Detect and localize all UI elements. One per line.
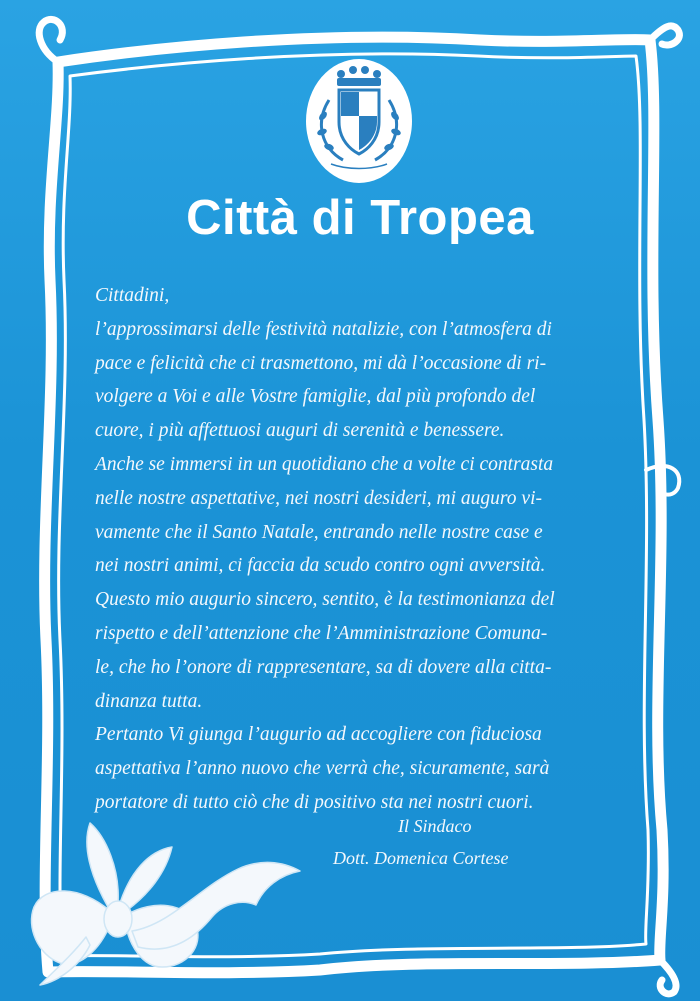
letter-line: portatore di tutto ciò che di positivo sta nei nostri cuori. [95, 791, 534, 813]
letter-line: Cittadini, [95, 285, 170, 306]
coat-of-arms-icon [303, 56, 415, 186]
signature-name: Dott. Domenica Cortese [333, 848, 509, 868]
letter-line: vamente che il Santo Natale, entrando nelle nostre case e [95, 521, 543, 543]
letter-line: aspettativa l’anno nuovo che verrà che, sicuramente, sarà [95, 758, 550, 780]
ribbon-bow-icon [20, 815, 320, 990]
letter-line: nei nostri animi, ci faccia da scudo contro ogni avversità. [95, 555, 546, 577]
letter-line: l’approssimarsi delle festività natalizie, con l’atmosfera di [95, 318, 552, 340]
letter-line: volgere a Voi e alle Vostre famiglie, dal più profondo del [95, 386, 536, 408]
letter-line: le, che ho l’onore di rappresentare, sa di dovere alla citta- [95, 656, 552, 678]
letter-body [95, 279, 615, 820]
page-title: Città di Tropea [186, 191, 534, 245]
letter-line: nelle nostre aspettative, nei nostri desideri, mi auguro vi- [95, 487, 542, 509]
letter-line: Questo mio augurio sincero, sentito, è la testimonianza del [95, 589, 555, 611]
letter-line: cuore, i più affettuosi auguri di serenità e benessere. [95, 420, 505, 442]
letter-line: Pertanto Vi giunga l’augurio ad accogliere con fiduciosa [95, 724, 542, 746]
signature-role: Il Sindaco [398, 816, 472, 836]
letter-line: Anche se immersi in un quotidiano che a volte ci contrasta [95, 453, 554, 475]
letter-line: rispetto e dell’attenzione che l’Amministrazione Comuna- [95, 622, 548, 644]
letter-line: dinanza tutta. [95, 690, 203, 712]
letter-line: pace e felicità che ci trasmettono, mi dà l’occasione di ri- [95, 352, 547, 374]
